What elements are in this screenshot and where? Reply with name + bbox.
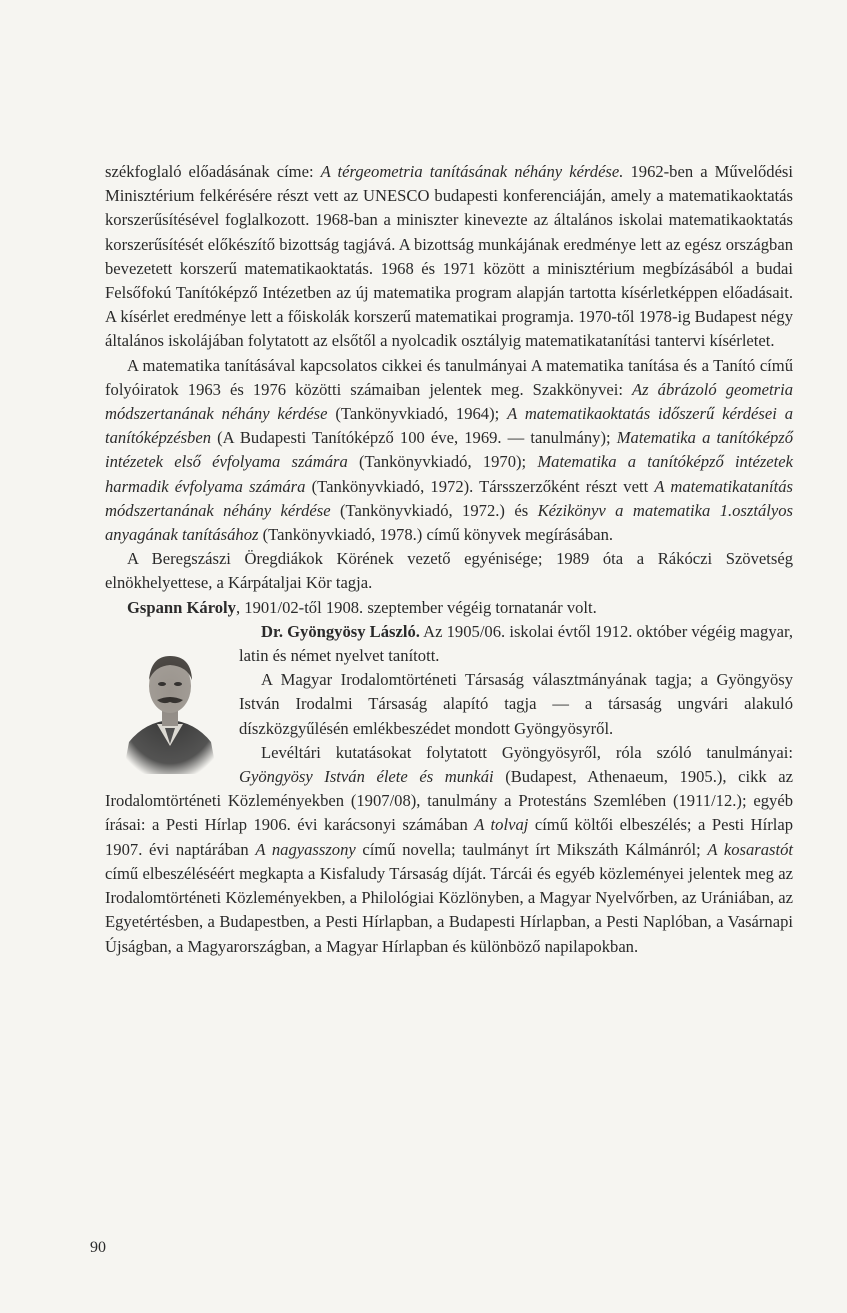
text-segment: A nagyasszony	[255, 839, 356, 859]
page-number: 90	[90, 1239, 106, 1256]
text-segment: A térgeometria tanításának néhány kérdése.	[320, 162, 624, 181]
text-segment: című elbeszéléséért megkapta a Kisfaludy Társaság díját. Tárcái és egyéb közleményei jelentek meg az Irodalomtörténeti Közleményekben, a Philológiai Közlönyben, a Magyar Nyelvőrben, az Urániában, az Egyetértésben, a Budapestben, a Pesti Hírlapban, a Budapesti Hírlapban, a Pesti Naplóban, a Vasárnapi Újságban, a Magyarországban, a Magyar Hírlapban és különböző napilapokban.	[105, 863, 793, 956]
text-segment: A Magyar Irodalomtörténeti Társaság választmányának tagja; a Gyöngyösy István Irodalmi Társaság alapító tagja — a társaság ungvári alakuló díszközgyűlésén emlékbeszédet mondott Gyöngyösyről.	[239, 670, 793, 738]
text-segment: (Tankönyvkiadó, 1978.) című könyvek megírásában.	[258, 525, 614, 545]
text-segment: Dr. Gyöngyösy László.	[261, 621, 420, 641]
text-segment: című novella; taulmányt írt Mikszáth Kálmánról;	[355, 839, 708, 859]
text-segment: A Beregszászi Öregdiákok Körének vezető egyénisége; 1989 óta a Rákóczi Szövetség elnökhelyettese, a Kárpátaljai Kör tagja.	[105, 549, 793, 593]
text-segment: A matematikatanítás módszertanának néhány kérdése	[105, 476, 793, 520]
paragraph-3	[105, 547, 793, 595]
paragraph-1	[105, 160, 793, 354]
page-body	[105, 160, 793, 959]
text-segment: A tolvaj	[474, 815, 529, 835]
text-segment: székfoglaló előadásának címe:	[105, 162, 321, 181]
gyongyosy-entry	[105, 620, 793, 959]
text-segment: Az ábrázoló geometria módszertanának néhány kérdése	[105, 379, 793, 424]
text-segment: Gspann Károly	[127, 597, 236, 617]
text-segment: (Tankönyvkiadó, 1972.) és	[330, 500, 538, 520]
text-segment: (A Budapesti Tanítóképző 100 éve, 1969. — tanulmány);	[211, 428, 617, 448]
text-segment: 1962-ben a Művelődési Minisztérium felkérésére részt vett az UNESCO budapesti konferenciáján, amely a matematikaoktatás korszerűsítésével foglalkozott. 1968-ban a miniszter kinevezte az általános iskolai matematikaoktatás korszerűsítését előkészítő bizottság tagjává. A bizottság munkájának eredménye lett az egész országban bevezetett korszerű matematikaoktatás. 1968 és 1971 között a minisztérium megbízásából a budai Felsőfokú Tanítóképző Intézetben az új matematika program alapján tartotta kísérletképpen előadásait. A kísérlet eredménye lett a főiskolák korszerű matematikai programja. 1970-től 1978-ig Budapest négy általános iskolájában folytatott az elsőtől a nyolcadik osztályig matematikatanítási tantervi kísérletet.	[105, 162, 793, 351]
text-segment: Az 1905/06. iskolai évtől 1912. október végéig magyar, latin és német nyelvet tanított.	[239, 621, 794, 666]
text-segment: (Tankönyvkiadó, 1964);	[327, 404, 508, 424]
paragraph-2	[105, 354, 793, 548]
text-segment: (Tankönyvkiadó, 1972). Társszerzőként részt vett	[305, 476, 655, 496]
text-segment: Kézikönyv a matematika 1.osztályos anyagának tanításához	[105, 500, 793, 545]
text-segment: című költői elbeszélés; a Pesti Hírlap 1907. évi naptárában	[105, 815, 793, 859]
text-segment: A matematika tanításával kapcsolatos cikkei és tanulmányai A matematika tanítása és a Tanító című folyóiratok 1963 és 1976 közötti számaiban jelentek meg. Szakkönyvei:	[105, 355, 793, 399]
text-segment: Gyöngyösy István élete és munkái	[239, 767, 494, 787]
text-segment: A matematikaoktatás időszerű kérdései a tanítóképzésben	[105, 404, 793, 448]
text-segment: (Budapest, Athenaeum, 1905.), cikk az Irodalomtörténeti Közleményekben (1907/08), tanulmány a Protestáns Szemlében (1911/12.); egyéb írásai: a Pesti Hírlap 1906. évi karácsonyi számában	[105, 767, 793, 835]
text-segment: (Tankönyvkiadó, 1970);	[347, 452, 538, 472]
text-segment: Levéltári kutatásokat folytatott Gyöngyösyről, róla szóló tanulmányai:	[261, 742, 793, 762]
text-segment: A kosarastót	[707, 839, 793, 859]
portrait-photo	[115, 624, 225, 774]
text-segment: Matematika a tanítóképző intézetek harmadik évfolyama számára	[105, 452, 793, 496]
paragraph-gspann	[105, 596, 793, 620]
text-segment: Matematika a tanítóképző intézetek első évfolyama számára	[105, 428, 794, 472]
text-segment: , 1901/02-től 1908. szeptember végéig tornatanár volt.	[235, 597, 597, 617]
